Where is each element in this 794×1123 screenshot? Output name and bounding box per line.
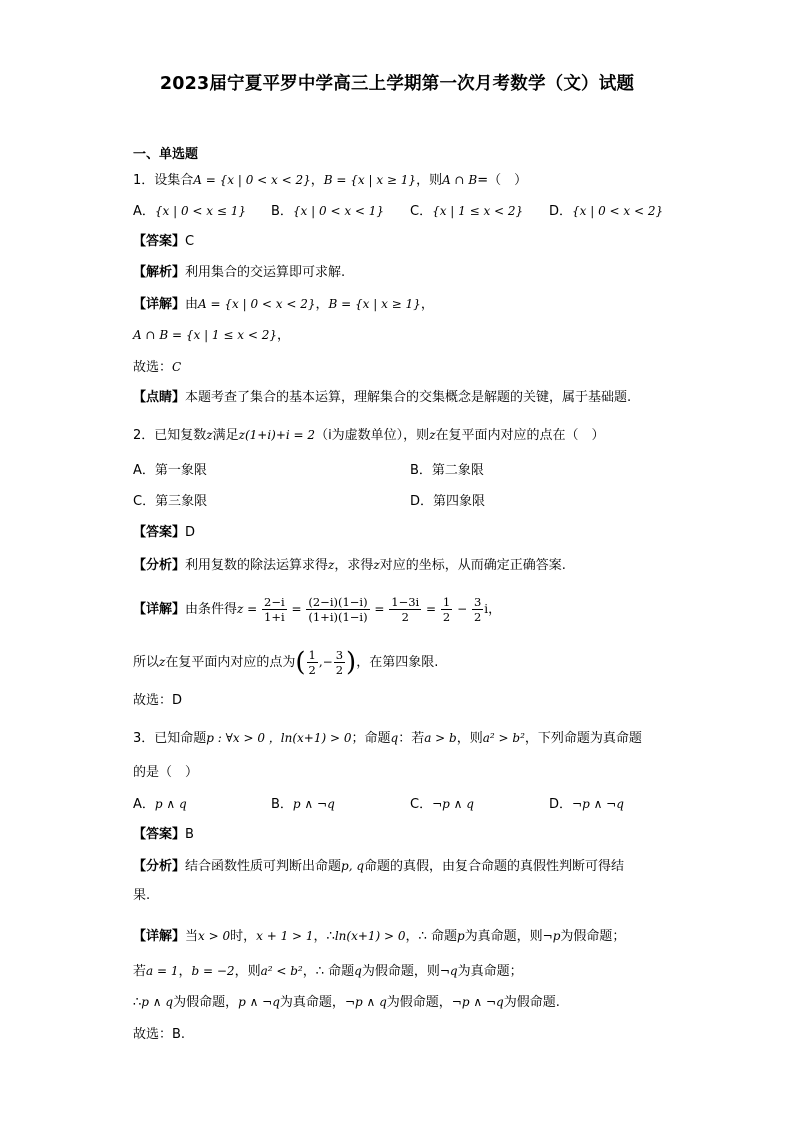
fraction-3-num: 1−3i xyxy=(391,595,420,609)
q2-z: z xyxy=(206,428,213,442)
q3-option-b-value: p ∧ ¬q xyxy=(292,797,335,811)
q2-option-d: D．第四象限 xyxy=(410,494,486,509)
q2-detail: 【详解】由条件得z = $\frac{2-i}{1+i}$ = $\frac{(2-i)(1-i)}{(1+i)(1-i)}$ = $\frac{1-3i}{2}$ = $\frac{1}{2}$ − $\frac{3}{2}$ i， xyxy=(133,595,502,624)
q2-detail-text: 由条件得 xyxy=(185,602,238,617)
imaginary-unit: i xyxy=(484,602,489,616)
q2-so-text-3: ，在第四象限. xyxy=(356,655,439,670)
q1-choose xyxy=(133,358,181,377)
detail-tag: 【详解】 xyxy=(133,602,186,617)
q2-stem-text: 2．已知复数 xyxy=(133,428,207,443)
q3-option-a-value: p ∧ q xyxy=(154,797,187,811)
q3-stem-text-2: ；命题 xyxy=(351,731,391,746)
q3-analysis xyxy=(133,857,624,876)
q3-d3-expr-1: p ∧ q xyxy=(141,995,174,1009)
fraction-4 xyxy=(441,595,452,624)
q1-stem-text: 1．设集合 xyxy=(133,173,194,188)
fraction-1-num: 2−i xyxy=(264,595,285,609)
q3-stem-text-5: ，下列命题为真命题 xyxy=(524,731,642,746)
q1-stem-text-3: =（ ） xyxy=(477,173,528,188)
fraction-3 xyxy=(389,595,421,624)
q3-analysis-pq: p, q xyxy=(341,859,365,873)
q1-detail xyxy=(133,295,434,314)
fraction-5-num: 3 xyxy=(473,595,482,609)
q3-d1-text-6: 为假命题； xyxy=(560,929,626,944)
q3-d1-text-2: 时， xyxy=(230,929,257,944)
q3-d2-ineq: a² < b² xyxy=(260,964,303,978)
q1-set-b: B = {x | x ≥ 1} xyxy=(323,173,417,187)
q3-option-c-label: C． xyxy=(410,797,433,812)
q1-option-d xyxy=(549,202,663,221)
q1-option-a-label: A． xyxy=(133,204,155,219)
q3-option-a xyxy=(133,795,187,814)
fraction-2-num: (2−i)(1−i) xyxy=(308,595,368,609)
q2-analysis xyxy=(133,556,566,575)
q1-set-a: A = {x | 0 < x < 2} xyxy=(193,173,311,187)
q1-option-b-label: B． xyxy=(271,204,293,219)
point-y-den: 2 xyxy=(335,663,344,677)
q1-option-c-value: {x | 1 ≤ x < 2} xyxy=(432,204,524,218)
q3-answer xyxy=(133,826,194,844)
q1-detail-set-a: A = {x | 0 < x < 2} xyxy=(198,297,316,311)
comment-tag: 【点睛】 xyxy=(133,390,186,405)
q2-stem-text-3: （i为虚数单位），则 xyxy=(315,428,430,443)
q3-stem-text-4: ，则 xyxy=(456,731,483,746)
q3-choose: 故选：B. xyxy=(133,1027,186,1042)
q3-option-c xyxy=(410,795,474,814)
q2-stem-text-4: 在复平面内对应的点在（ ） xyxy=(435,428,605,443)
q3-d2-text-3: ，则 xyxy=(234,964,261,979)
q3-d1-not-p: ¬p xyxy=(542,929,561,943)
q2-analysis-z-2: z xyxy=(373,558,380,572)
q3-d3-text-3: 为真命题， xyxy=(279,995,345,1010)
point-x-num: 1 xyxy=(308,648,316,662)
q3-d3-expr-4: ¬p ∧ ¬q xyxy=(451,995,504,1009)
fraction-4-num: 1 xyxy=(442,595,451,609)
q3-analysis-line-2: 果. xyxy=(133,888,151,903)
q3-condition: a > b xyxy=(424,731,457,745)
q3-d1-x: x > 0 xyxy=(198,929,231,943)
q1-option-c xyxy=(410,202,523,221)
q1-comment-text: 本题考查了集合的基本运算，理解集合的交集概念是解题的关键，属于基础题. xyxy=(185,390,632,405)
q1-option-c-label: C． xyxy=(410,204,433,219)
q1-option-b xyxy=(271,202,384,221)
section-heading: 一、单选题 xyxy=(133,147,199,162)
document-title: 2023届宁夏平罗中学高三上学期第一次月考数学（文）试题 xyxy=(159,74,635,94)
fraction-5 xyxy=(472,595,483,624)
fraction-4-den: 2 xyxy=(442,610,451,624)
q2-analysis-text-3: 对应的坐标，从而确定正确答案. xyxy=(379,558,566,573)
q3-d2-a: a = 1 xyxy=(146,964,179,978)
q3-stem-text-3: ：若 xyxy=(398,731,425,746)
q1-detail-end: ， xyxy=(420,297,434,312)
detail-tag: 【详解】 xyxy=(133,297,186,312)
q3-d2-not-q: ¬q xyxy=(439,964,458,978)
q2-analysis-text-2: ，求得 xyxy=(334,558,374,573)
q1-detail-set-b: B = {x | x ≥ 1} xyxy=(328,297,421,311)
q3-d2-text-5: 为假命题，则 xyxy=(361,964,440,979)
q2-answer-value: D xyxy=(185,525,196,540)
detail-tag: 【详解】 xyxy=(133,929,186,944)
q2-stem xyxy=(133,426,605,445)
point-y xyxy=(334,648,345,677)
q1-answer xyxy=(133,233,194,251)
q3-d1-text-3: ，∴ xyxy=(313,929,335,944)
q1-result-expr: A ∩ B = {x | 1 ≤ x < 2} xyxy=(133,328,277,342)
point-x-den: 2 xyxy=(308,663,316,677)
q3-stem-line-2: 的是（ ） xyxy=(133,765,199,780)
q3-option-d-label: D． xyxy=(549,797,573,812)
q1-detail-text: 由 xyxy=(185,297,199,312)
q1-choose-value: C xyxy=(172,360,182,374)
q1-option-d-label: D． xyxy=(549,204,573,219)
q3-stem-text: 3．已知命题 xyxy=(133,731,207,746)
q3-d1-expr: x + 1 > 1 xyxy=(256,929,314,943)
q2-option-a: A．第一象限 xyxy=(133,463,207,478)
q3-q-label: q xyxy=(390,731,399,745)
q2-so-text: 所以 xyxy=(133,655,160,670)
q2-choose: 故选：D xyxy=(133,693,183,708)
analysis-tag: 【分析】 xyxy=(133,859,186,874)
q3-detail-line-1 xyxy=(133,927,625,946)
fraction-3-den: 2 xyxy=(401,610,409,624)
q3-d2-text-4: ，∴ 命题 xyxy=(302,964,355,979)
q2-so-text-2: 在复平面内对应的点为 xyxy=(165,655,296,670)
q2-equation: z(1+i)+i = 2 xyxy=(238,428,316,442)
q1-option-b-value: {x | 0 < x < 1} xyxy=(292,204,385,218)
q1-detail-sep: ， xyxy=(315,297,329,312)
q1-sep: ， xyxy=(310,173,324,188)
q3-option-b-label: B． xyxy=(271,797,293,812)
answer-tag: 【答案】 xyxy=(133,234,186,249)
analysis-tag: 【分析】 xyxy=(133,558,186,573)
analysis-tag: 【解析】 xyxy=(133,265,186,280)
q3-d3-expr-2: p ∧ ¬q xyxy=(238,995,280,1009)
q3-stem xyxy=(133,729,642,748)
q1-option-a-value: {x | 0 < x ≤ 1} xyxy=(154,204,247,218)
q1-analysis-text: 利用集合的交运算即可求解. xyxy=(185,265,346,280)
q2-analysis-z: z xyxy=(328,558,335,572)
q2-detail-z: z xyxy=(237,602,244,616)
q3-conclusion: a² > b² xyxy=(482,731,525,745)
q2-so: 所以z在复平面内对应的点为( $\frac{1}{2}$ ,− $\frac{3}{2}$ )，在第四象限. xyxy=(133,647,439,678)
q2-option-b: B．第二象限 xyxy=(410,463,484,478)
q3-d3-text: ∴ xyxy=(133,995,142,1010)
q3-analysis-text-2: 命题的真假，由复合命题的真假性判断可得结 xyxy=(364,859,625,874)
q3-d3-text-5: 为假命题. xyxy=(503,995,560,1010)
fraction-2-den: (1+i)(1−i) xyxy=(308,610,368,624)
q3-p-def: p : ∀x > 0 ，ln(x+1) > 0 xyxy=(206,731,352,745)
q1-stem xyxy=(133,171,527,190)
fraction-1-den: 1+i xyxy=(264,610,285,624)
q3-detail-line-2 xyxy=(133,962,523,981)
fraction-2 xyxy=(306,595,369,624)
q1-answer-value: C xyxy=(185,234,195,249)
q3-d2-b: b = −2 xyxy=(191,964,235,978)
q3-d1-p: p xyxy=(456,929,465,943)
q3-d2-text: 若 xyxy=(133,964,147,979)
q3-detail-line-3 xyxy=(133,993,560,1012)
q3-d2-q: q xyxy=(354,964,362,978)
q3-d3-text-4: 为假命题， xyxy=(386,995,452,1010)
q3-d2-text-6: 为真命题； xyxy=(457,964,523,979)
q3-analysis-text: 结合函数性质可判断出命题 xyxy=(185,859,342,874)
q3-d2-text-2: ， xyxy=(178,964,192,979)
q3-option-c-value: ¬p ∧ q xyxy=(432,797,474,811)
q3-d3-expr-3: ¬p ∧ q xyxy=(344,995,387,1009)
q3-d1-text-5: 为真命题，则 xyxy=(464,929,543,944)
q1-choose-label: 故选： xyxy=(133,360,173,375)
q1-option-a xyxy=(133,202,246,221)
q1-result xyxy=(133,326,290,345)
q2-option-c: C．第三象限 xyxy=(133,494,208,509)
q3-option-d-value: ¬p ∧ ¬q xyxy=(572,797,624,811)
q1-result-end: ， xyxy=(276,328,290,343)
q3-d1-text-4: ，∴ 命题 xyxy=(405,929,457,944)
q2-z-2: z xyxy=(429,428,436,442)
q3-answer-value: B xyxy=(185,827,194,842)
q3-option-d xyxy=(549,795,624,814)
q1-analysis xyxy=(133,264,345,282)
fraction-5-den: 2 xyxy=(473,610,482,624)
q3-d1-expr-2: ln(x+1) > 0 xyxy=(334,929,406,943)
q2-answer xyxy=(133,524,195,542)
q3-option-b xyxy=(271,795,335,814)
q1-stem-text-2: ，则 xyxy=(416,173,443,188)
point-x xyxy=(307,648,318,677)
q3-d1-text: 当 xyxy=(185,929,199,944)
q1-comment xyxy=(133,389,631,407)
fraction-1 xyxy=(262,595,287,624)
q1-expr: A ∩ B xyxy=(442,173,478,187)
q2-analysis-text: 利用复数的除法运算求得 xyxy=(185,558,329,573)
answer-tag: 【答案】 xyxy=(133,525,186,540)
q2-so-z: z xyxy=(159,655,166,669)
point-y-num: 3 xyxy=(335,648,344,662)
q3-d3-text-2: 为假命题， xyxy=(173,995,239,1010)
q2-stem-text-2: 满足 xyxy=(212,428,239,443)
q1-option-d-value: {x | 0 < x < 2} xyxy=(572,204,664,218)
q3-option-a-label: A． xyxy=(133,797,155,812)
answer-tag: 【答案】 xyxy=(133,827,186,842)
